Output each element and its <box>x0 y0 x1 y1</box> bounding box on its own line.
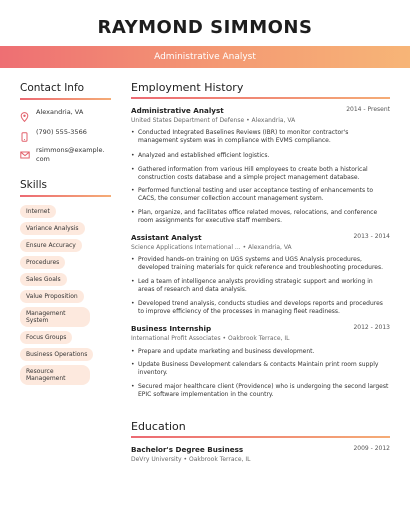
bullet-item: • Performed functional testing and user acceptance testing of enhancements to CACS, the consumer collection account management system. <box>131 187 390 203</box>
school-location: Oakbrook Terrace, IL <box>188 456 251 463</box>
skill-tag: Focus Groups <box>20 331 72 344</box>
job-entry <box>131 106 390 124</box>
phone-icon <box>20 127 36 146</box>
job-entry <box>131 324 390 342</box>
skill-tag: Resource Management <box>20 365 90 385</box>
job-employer: Science Applications International ... <box>131 244 241 251</box>
job-bullets <box>131 256 390 272</box>
skill-tag: Business Operations <box>20 348 93 361</box>
education-school-line: DeVry University • Oakbrook Terrace, IL <box>131 456 251 463</box>
skills-heading-rule <box>20 195 111 197</box>
bullet-item: • Developed trend analysis, conducts studies and develops reports and procedures to improve efficiency of the processes in managing fleet readiness. <box>131 300 390 316</box>
contact-phone <box>20 127 115 146</box>
contact-email-text: rsimmons@example.com <box>36 146 105 163</box>
employment-heading-rule <box>131 97 390 99</box>
job-bullets <box>131 209 390 225</box>
skill-tag: Value Proposition <box>20 290 84 303</box>
job-location: Oakbrook Terrace, IL <box>227 335 290 342</box>
job-bullets <box>131 278 390 294</box>
candidate-name: RAYMOND SIMMONS <box>97 17 313 38</box>
contact-location-text: Alexandria, VA <box>36 108 84 116</box>
skill-tag: Sales Goals <box>20 273 67 286</box>
location-pin-icon <box>20 107 36 126</box>
job-bullets <box>131 348 390 356</box>
bullet-item: • Plan, organize, and facilitates office related moves, relocations, and conference room assignments for executive staff members. <box>131 209 390 225</box>
contact-heading: Contact Info <box>20 82 85 94</box>
job-employer-line: International Profit Associates • Oakbrook Terrace, IL <box>131 335 290 342</box>
skills-list <box>20 205 112 389</box>
job-employer-line: Science Applications International ... • Alexandria, VA <box>131 244 292 251</box>
job-title: Assistant Analyst <box>131 233 202 242</box>
education-heading: Education <box>131 420 186 433</box>
job-employer-line: United States Department of Defense • Alexandria, VA <box>131 117 296 124</box>
job-dates: 2014 - Present <box>346 106 390 113</box>
job-dates: 2013 - 2014 <box>353 233 390 240</box>
job-title: Business Internship <box>131 324 212 333</box>
degree-title: Bachelor's Degree Business <box>131 445 244 454</box>
contact-location <box>20 107 115 126</box>
job-dates: 2012 - 2013 <box>353 324 390 331</box>
school-name: DeVry University <box>131 456 182 463</box>
skill-tag: Variance Analysis <box>20 222 85 235</box>
bullet-item: • Led a team of intelligence analysts providing strategic support and working in areas of research and data analysis. <box>131 278 390 294</box>
skills-heading: Skills <box>20 179 47 191</box>
contact-phone-text: (790) 555-3566 <box>36 128 87 136</box>
job-bullets <box>131 152 390 160</box>
job-employer: United States Department of Defense <box>131 117 245 124</box>
job-location: Alexandria, VA <box>251 117 296 124</box>
bullet-item: • Gathered information from various Hill employees to create both a historical construction costs database and a simple project management database. <box>131 166 390 182</box>
job-entry <box>131 233 390 251</box>
skill-tag: Procedures <box>20 256 65 269</box>
job-bullets <box>131 129 390 145</box>
contact-heading-rule <box>20 98 111 100</box>
job-location: Alexandria, VA <box>248 244 292 251</box>
education-heading-rule <box>131 436 390 438</box>
education-dates: 2009 - 2012 <box>353 445 390 452</box>
bullet-item: • Provided hands-on training on UGS systems and UGS Analysis procedures, developed training materials for quick reference and troubleshooting procedures. <box>131 256 390 272</box>
bullet-item: • Secured major healthcare client (Providence) who is undergoing the second largest EPIC software implementation in the country. <box>131 383 390 399</box>
bullet-item: • Prepare and update marketing and business development. <box>131 348 390 356</box>
education-entry <box>131 445 390 463</box>
bullet-item: • Analyzed and established efficient logistics. <box>131 152 390 160</box>
contact-email <box>20 145 115 164</box>
job-bullets <box>131 187 390 203</box>
job-bullets <box>131 166 390 182</box>
skill-tag: Ensure Accuracy <box>20 239 82 252</box>
job-employer: International Profit Associates <box>131 335 221 342</box>
skill-tag: Internet <box>20 205 56 218</box>
employment-heading: Employment History <box>131 81 244 94</box>
bullet-item: • Update Business Development calendars & contacts Maintain print room supply inventory. <box>131 361 390 377</box>
job-bullets <box>131 361 390 377</box>
skill-tag: Management System <box>20 307 90 327</box>
bullet-item: • Conducted Integrated Baselines Reviews (IBR) to monitor contractor's management system was in compliance with EVMS compliance. <box>131 129 390 145</box>
job-bullets <box>131 383 390 399</box>
job-bullets <box>131 300 390 316</box>
job-title: Administrative Analyst <box>131 106 224 115</box>
envelope-icon <box>20 145 36 164</box>
job-title-banner: Administrative Analyst <box>0 46 410 68</box>
